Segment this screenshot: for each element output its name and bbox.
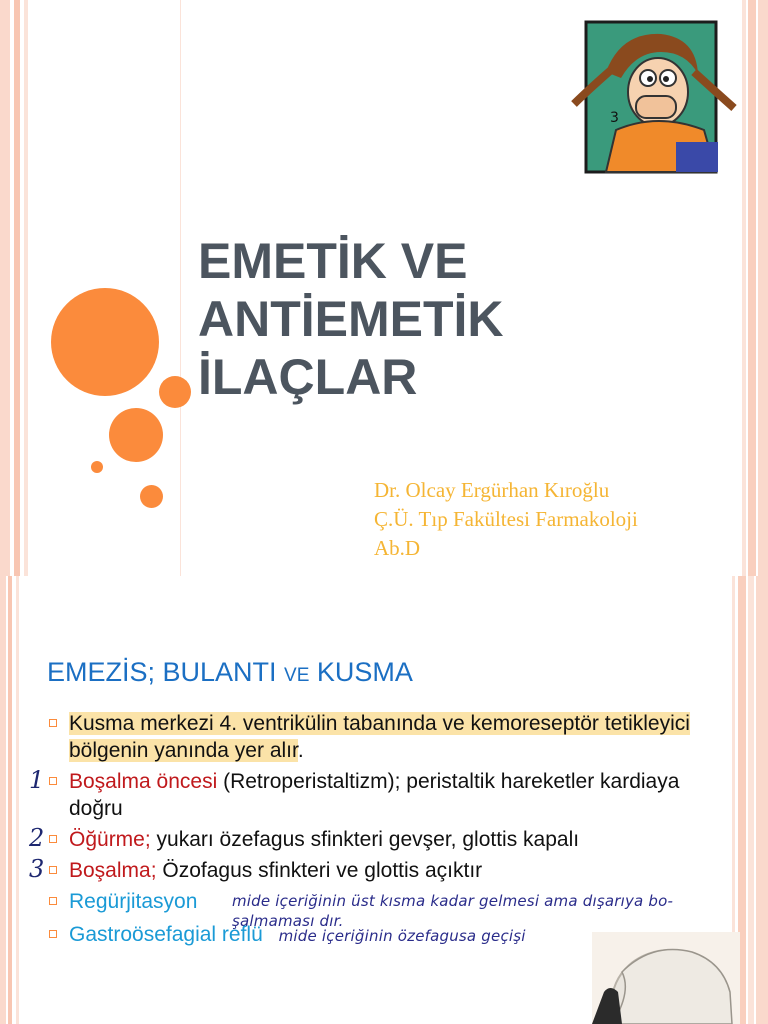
author-block <box>374 476 638 563</box>
list-item <box>47 710 727 764</box>
decor-stripe <box>24 0 28 576</box>
bullet-text: Özofagus sfinkteri ve glottis açıktır <box>156 859 483 882</box>
bullet-text: yukarı özefagus sfinkteri gevşer, glottis kapalı <box>150 828 580 851</box>
bullet-lead: Boşalma; <box>69 859 157 882</box>
bullet-lead: Öğürme; <box>69 828 151 851</box>
decor-stripe <box>756 576 768 1024</box>
bullet-square-icon <box>49 835 57 843</box>
heading-connector: VE <box>284 665 310 686</box>
decor-circle-large <box>51 288 159 396</box>
bullet-square-icon <box>49 719 57 727</box>
slide-title <box>198 232 504 406</box>
handwritten-note: şalmaması dır. <box>232 912 344 930</box>
handwritten-note: mide içeriğinin üst kısma kadar gelmesi ama dışarıya bo- <box>232 892 674 910</box>
content-slide <box>0 576 768 1024</box>
handwritten-number: 3 <box>29 855 45 883</box>
bullet-square-icon <box>49 777 57 785</box>
bullet-lead: Gastroösefagial reflü <box>69 923 263 946</box>
bullet-lead: Regürjitasyon <box>69 890 198 913</box>
slide-heading <box>47 657 413 688</box>
handwritten-note: mide içeriğinin özefagusa geçişi <box>278 927 526 945</box>
decor-stripe <box>0 0 10 576</box>
list-item <box>29 855 727 884</box>
decor-stripe <box>14 0 20 576</box>
svg-text:3: 3 <box>610 110 619 126</box>
title-line: ANTİEMETİK <box>198 291 504 347</box>
bullet-text: (Retroperistaltizm); peristaltik hareketler kardiaya doğru <box>69 770 680 820</box>
decor-stripe <box>16 576 19 1024</box>
decor-circle-medium <box>109 408 163 462</box>
list-item <box>29 824 727 853</box>
decor-rule <box>180 0 181 576</box>
photo-elderly-person-image <box>592 932 740 1024</box>
decor-circle-dot <box>91 461 103 473</box>
title-line: EMETİK VE <box>198 233 468 289</box>
author-name: Dr. Olcay Ergürhan Kıroğlu <box>374 478 610 502</box>
heading-part: EMEZİS; BULANTI <box>47 657 285 687</box>
cartoon-nauseous-girl-image <box>566 12 746 182</box>
list-item <box>29 766 727 822</box>
decor-stripe <box>8 576 12 1024</box>
author-dept: Ç.Ü. Tıp Fakültesi Farmakoloji <box>374 507 638 531</box>
bullet-tail: . <box>297 739 304 762</box>
bullet-square-icon <box>49 897 57 905</box>
decor-stripe <box>748 0 756 576</box>
bullet-square-icon <box>49 930 57 938</box>
handwritten-number: 2 <box>29 824 45 852</box>
bullet-list <box>29 710 727 954</box>
list-item <box>47 888 727 930</box>
highlighted-text: Kusma merkezi 4. ventrikülin tabanında ve kemoreseptör tetikleyici bölgenin yanında yer alır <box>69 712 690 762</box>
decor-circle-tiny <box>140 485 163 508</box>
handwritten-number: 1 <box>29 766 45 794</box>
decor-circle-small <box>159 376 191 408</box>
decor-stripe <box>0 576 6 1024</box>
bullet-lead: Boşalma öncesi <box>69 770 218 793</box>
decor-stripe <box>748 576 754 1024</box>
author-dept-cont: Ab.D <box>374 536 421 560</box>
decor-stripe <box>758 0 768 576</box>
heading-part: KUSMA <box>309 657 413 687</box>
bullet-square-icon <box>49 866 57 874</box>
title-line: İLAÇLAR <box>198 349 418 405</box>
